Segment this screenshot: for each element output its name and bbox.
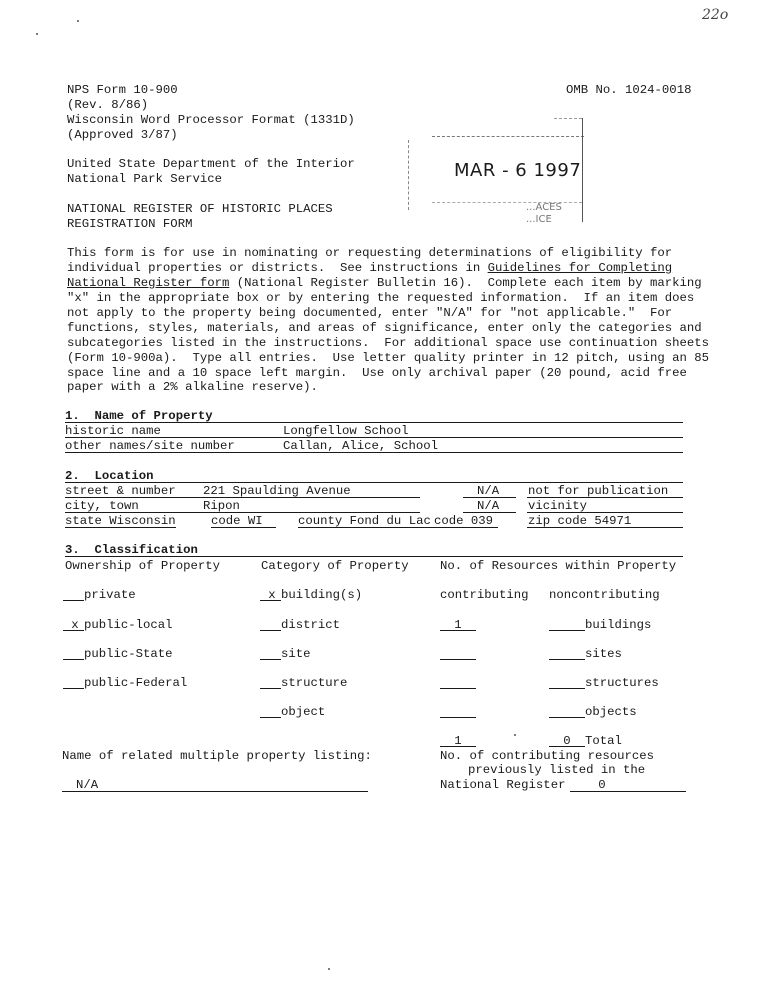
vicinity-label: vicinity [528, 499, 588, 513]
blank-line [549, 659, 585, 660]
field-rule [65, 452, 683, 453]
form-title: NATIONAL REGISTER OF HISTORIC PLACES [67, 202, 333, 216]
instructions-line: (Form 10-900a). Type all entries. Use letter quality printer in 12 pitch, using an 85 [67, 351, 710, 365]
historic-name-label: historic name [65, 424, 161, 438]
field-rule [527, 527, 683, 528]
blank-line [260, 630, 281, 631]
stamp-date: MAR - 6 1997 [454, 160, 582, 181]
field-rule [62, 791, 368, 792]
blank-line [549, 717, 585, 718]
resource-label: structures [585, 676, 659, 690]
field-rule [527, 512, 683, 513]
blank-line [440, 717, 476, 718]
street-value[interactable]: 221 Spaulding Avenue [203, 484, 351, 498]
resource-label: buildings [585, 618, 652, 632]
blank-line [260, 600, 281, 601]
category-label: district [281, 618, 341, 632]
blank-line [260, 717, 281, 718]
speck [328, 968, 330, 970]
noncontributing-header: noncontributing [549, 588, 660, 602]
category-checkbox[interactable]: x [268, 588, 276, 602]
category-label: building(s) [281, 588, 363, 602]
contributing-header: contributing [440, 588, 529, 602]
section-2-title: 2. Location [65, 469, 154, 483]
category-label: site [281, 647, 311, 661]
instructions-line: functions, styles, materials, and areas of significance, enter only the categories and [67, 321, 702, 335]
state-field[interactable]: state Wisconsin [65, 514, 176, 528]
ownership-label: private [84, 588, 136, 602]
handwritten-page-note: 22o [702, 7, 729, 23]
section-rule [65, 422, 683, 423]
instructions-text: (National Register Bulletin 16). Complete each item by marking [229, 276, 702, 290]
resources-header: No. of Resources within Property [440, 559, 677, 573]
received-stamp [408, 112, 588, 224]
section-3-title: 3. Classification [65, 543, 198, 557]
section-rule [65, 556, 683, 557]
omb-number: OMB No. 1024-0018 [566, 83, 692, 97]
instructions-line: space line and a 10 space left margin. Use only archival paper (20 pound, acid free [67, 366, 687, 380]
previously-listed-label: No. of contributing resources [440, 749, 655, 763]
previously-listed-value[interactable]: 0 [598, 778, 606, 792]
street-label: street & number [65, 484, 176, 498]
instructions-line [67, 261, 672, 276]
speck [36, 33, 38, 35]
multiple-property-value[interactable]: N/A [76, 778, 99, 792]
field-rule [65, 512, 420, 513]
stamp-border-top-right [554, 118, 582, 119]
guidelines-reference: Guidelines for Completing [487, 261, 673, 275]
field-rule [211, 527, 276, 528]
instructions-line: subcategories listed in the instructions. For additional space use continuation sheets [67, 336, 710, 350]
section-rule [65, 482, 683, 483]
form-subtitle: REGISTRATION FORM [67, 217, 193, 231]
total-noncontributing[interactable]: 0 [563, 734, 571, 748]
speck [77, 20, 79, 22]
other-names-value[interactable]: Callan, Alice, School [283, 439, 438, 453]
field-rule [298, 527, 498, 528]
historic-name-value[interactable]: Longfellow School [283, 424, 409, 438]
contributing-count[interactable]: 1 [454, 618, 462, 632]
resource-label: sites [585, 647, 622, 661]
total-label: Total [585, 734, 622, 748]
state-code-field[interactable]: code WI [211, 514, 263, 528]
previously-listed-label-2: previously listed in the [468, 763, 646, 777]
form-format: Wisconsin Word Processor Format (1331D) [67, 113, 355, 127]
blank-line [440, 659, 476, 660]
ownership-label: public-local [84, 618, 173, 632]
instructions-line: "x" in the appropriate box or by entering the requested information. If an item does [67, 291, 695, 305]
blank-line [440, 630, 476, 631]
city-label: city, town [65, 499, 139, 513]
instructions-line: paper with a 2% alkaline reserve). [67, 380, 318, 394]
blank-line [63, 688, 84, 689]
field-rule [65, 527, 176, 528]
not-for-publication-label: not for publication [528, 484, 669, 498]
field-rule [65, 437, 683, 438]
category-label: structure [281, 676, 348, 690]
blank-line [260, 688, 281, 689]
blank-line [440, 746, 476, 747]
street-na[interactable]: N/A [477, 484, 500, 498]
ownership-checkbox[interactable]: x [71, 618, 79, 632]
form-approved: (Approved 3/87) [67, 128, 178, 142]
city-value[interactable]: Ripon [203, 499, 240, 513]
other-names-label: other names/site number [65, 439, 235, 453]
instructions-line: not apply to the property being documented, enter "N/A" for "not applicable." For [67, 306, 673, 320]
guidelines-reference-cont: National Register form [67, 276, 230, 290]
county-field[interactable]: county Fond du Lac [298, 514, 431, 528]
multiple-property-label: Name of related multiple property listing: [62, 749, 372, 763]
blank-line [63, 630, 84, 631]
ownership-label: public-State [84, 647, 173, 661]
blank-line [260, 659, 281, 660]
blank-line [549, 688, 585, 689]
agency-service: National Park Service [67, 172, 222, 186]
county-code-field[interactable]: code 039 [434, 514, 494, 528]
instructions-text: individual properties or districts. See instructions in [67, 261, 488, 275]
category-label: object [281, 705, 326, 719]
total-contributing[interactable]: 1 [454, 734, 462, 748]
instructions-line [67, 276, 702, 291]
blank-line [63, 600, 84, 601]
blank-line [549, 630, 585, 631]
field-rule [463, 512, 516, 513]
stamp-border-top [432, 136, 584, 137]
previously-listed-label-3: National Register [440, 778, 566, 792]
agency-department: United State Department of the Interior [67, 157, 355, 171]
field-rule [527, 497, 683, 498]
blank-line [549, 746, 585, 747]
stamp-faint-text-2: ...ICE [526, 214, 552, 225]
field-rule [463, 497, 516, 498]
city-na[interactable]: N/A [477, 499, 500, 513]
ownership-label: public-Federal [84, 676, 188, 690]
resource-label: objects [585, 705, 637, 719]
instructions-line: This form is for use in nominating or requesting determinations of eligibility for [67, 246, 673, 260]
stamp-border-right [582, 118, 583, 222]
stamp-faint-text: ...ACES [526, 202, 562, 213]
speck [514, 734, 516, 736]
zip-code-field[interactable]: zip code 54971 [528, 514, 632, 528]
section-1-title: 1. Name of Property [65, 409, 213, 423]
category-header: Category of Property [261, 559, 409, 573]
form-number: NPS Form 10-900 [67, 83, 178, 97]
field-rule [570, 791, 686, 792]
blank-line [440, 688, 476, 689]
ownership-header: Ownership of Property [65, 559, 220, 573]
blank-line [63, 659, 84, 660]
stamp-border-left [408, 140, 409, 210]
field-rule [65, 497, 420, 498]
form-revision: (Rev. 8/86) [67, 98, 149, 112]
